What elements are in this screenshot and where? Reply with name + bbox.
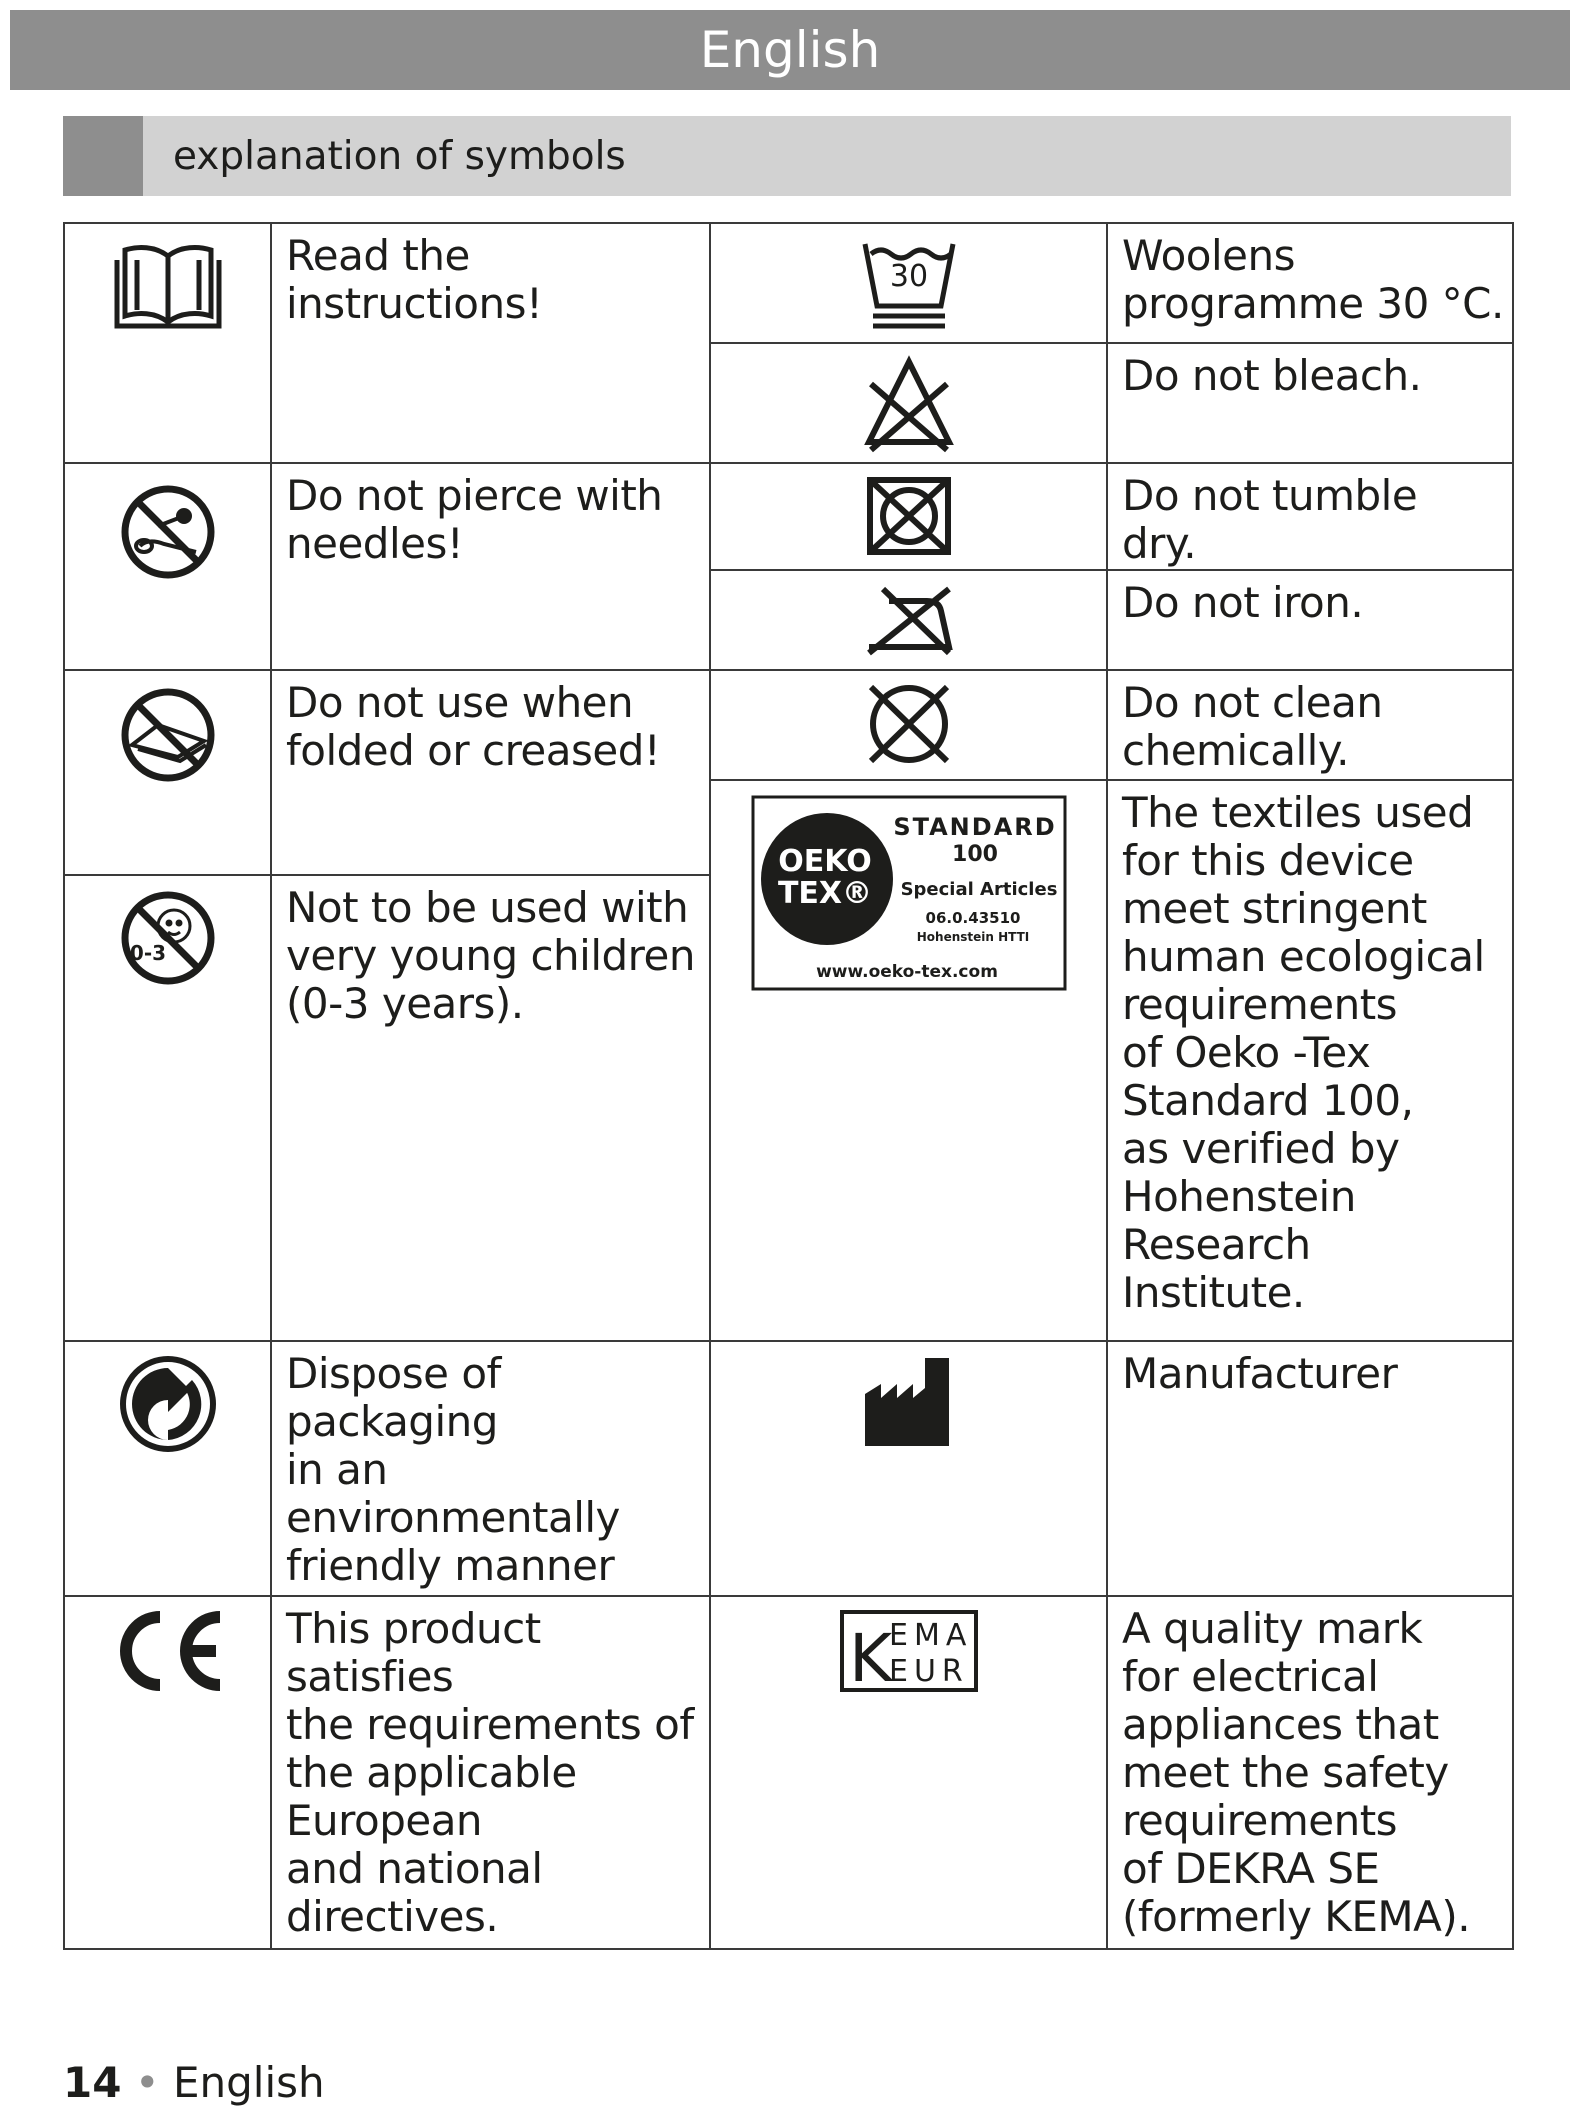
no-iron-icon (861, 583, 957, 659)
ce-cell (271, 1596, 710, 1949)
section-title: explanation of symbols (173, 133, 626, 179)
no-children-cell (271, 875, 710, 1341)
oeko-text: The textiles used for this device meet stringent human ecological requirements of Oeko -Tex Standard 100, as verified by Hohenstein Research Institute. (1122, 787, 1485, 1317)
oeko-text-cell (1107, 780, 1513, 1341)
no-iron-cell (1107, 570, 1513, 670)
no-iron-icon-cell (710, 570, 1107, 670)
wash-30-icon (859, 234, 959, 334)
oeko-number: 100 (951, 841, 998, 867)
oeko-institute: Hohenstein HTTI (916, 929, 1029, 944)
no-iron-text: Do not iron. (1122, 577, 1364, 627)
no-fold-icon-cell (64, 670, 271, 875)
no-children-icon-cell (64, 875, 271, 1341)
manufacturer-icon-cell (710, 1341, 1107, 1596)
oeko-brand-line2: TEX® (777, 875, 872, 911)
read-instructions-text: Read the instructions! (286, 231, 543, 328)
no-needles-cell (271, 463, 710, 669)
no-tumble-dry-cell (1107, 463, 1513, 569)
no-clean-cell (1107, 670, 1513, 780)
no-fold-cell (271, 670, 710, 875)
no-bleach-icon (859, 354, 959, 454)
oeko-standard: STANDARD (892, 812, 1057, 841)
oeko-url: www.oeko-tex.com (815, 961, 998, 982)
no-fold-icon (118, 685, 218, 785)
dispose-icon-cell (64, 1341, 271, 1596)
no-dry-clean-icon (861, 679, 957, 769)
page-footer (63, 2058, 325, 2107)
oeko-code: 06.0.43510 (925, 908, 1020, 927)
kema-keur-logo (839, 1609, 979, 1693)
no-clean-text: Do not clean chemically. (1122, 677, 1383, 775)
woolens-icon-cell (710, 223, 1107, 343)
footer-language: English (172, 2058, 325, 2107)
no-needles-icon-cell (64, 463, 271, 669)
section-marker (63, 116, 143, 196)
page-number: 14 (63, 2058, 122, 2107)
no-children-text: Not to be used with very young children (0-3 years). (286, 883, 695, 1029)
ce-label: CE (107, 1609, 109, 1611)
read-instructions-cell (271, 223, 710, 463)
no-tumble-dry-icon (864, 474, 954, 558)
kema-text: A quality mark for electrical appliances that meet the safety requirements of DEKRA SE (formerly KEMA). (1122, 1604, 1471, 1942)
no-bleach-cell (1107, 343, 1513, 463)
kema-k: K (848, 1620, 892, 1694)
language-header (10, 10, 1570, 90)
woolens-cell (1107, 223, 1513, 343)
manufacturer-text: Manufacturer (1122, 1348, 1398, 1398)
no-needles-icon (118, 482, 218, 582)
no-tumble-dry-icon-cell (710, 463, 1107, 569)
kema-icon-cell (710, 1596, 1107, 1949)
no-children-icon (118, 888, 218, 988)
oeko-category: Special Articles (900, 878, 1057, 900)
dispose-text: Dispose of packaging in an environmentally friendly manner (286, 1348, 620, 1590)
language-title: English (699, 21, 881, 79)
oeko-tex-label (751, 795, 1067, 991)
section-header (63, 116, 1511, 196)
book-icon (113, 234, 223, 334)
ce-text: This product satisfies the requirements of the applicable European and national directives. (286, 1604, 694, 1942)
no-tumble-dry-text: Do not tumble dry. (1122, 471, 1418, 569)
no-bleach-text: Do not bleach. (1122, 351, 1422, 401)
no-fold-text: Do not use when folded or creased! (286, 677, 661, 775)
kema-top: EMA (888, 1618, 972, 1654)
woolens-text: Woolens programme 30 °C. (1122, 231, 1504, 328)
kema-bottom: EUR (888, 1654, 969, 1690)
ce-icon-cell (64, 1596, 271, 1949)
oeko-brand-line1: OEKO (777, 843, 872, 879)
no-needles-text: Do not pierce with needles! (286, 471, 663, 569)
footer-separator: • (134, 2058, 160, 2107)
ce-mark-icon (108, 1609, 228, 1693)
no-clean-icon-cell (710, 670, 1107, 780)
no-bleach-icon-cell (710, 343, 1107, 463)
symbols-table (63, 222, 1514, 1950)
recycle-green-dot-icon (118, 1354, 218, 1454)
read-instructions-icon-cell (64, 223, 271, 463)
kema-cell (1107, 1596, 1513, 1949)
wash-temp-label: 30 (889, 259, 928, 294)
factory-icon (861, 1354, 957, 1450)
dispose-cell (271, 1341, 710, 1596)
oeko-tex-logo-cell (710, 780, 1107, 1341)
age-label: 0-3 (129, 941, 166, 966)
manufacturer-cell (1107, 1341, 1513, 1596)
